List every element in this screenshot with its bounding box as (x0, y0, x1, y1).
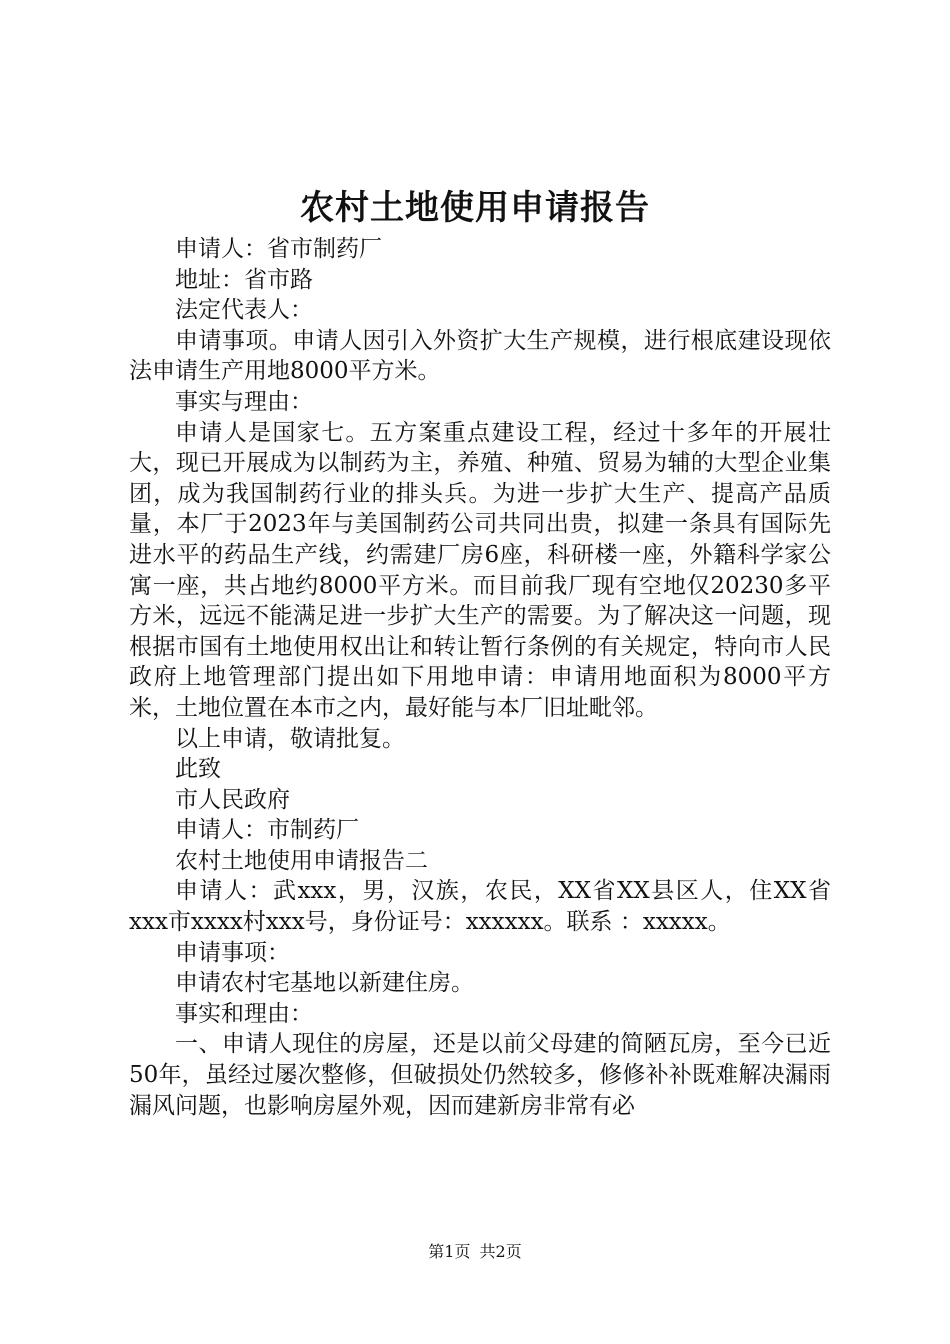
paragraph: 地址：省市路 (175, 266, 313, 293)
page-number: 第1页 (428, 1242, 471, 1261)
document-body (129, 234, 831, 1121)
paragraph: 申请人是国家七。五方案重点建设工程，经过十多年的开展壮大，现已开展成为以制药为主，养殖、种殖、贸易为辅的大型企业集团，成为我国制药行业的排头兵。为进一步扩大生产、提高产品质量，本厂于2023年与美国制药公司共同出贵，拟建一条具有国际先进水平的药品生产线，约需建厂房6座，科研楼一座，外籍科学家公寓一座，共占地约8000平方米。而目前我厂现有空地仅20230多平方米，远远不能满足进一步扩大生产的需要。为了解决这一问题，现根据市国有土地使用权出让和转让暂行条例的有关规定，特向市人民政府上地管理部门提出如下用地申请：申请用地面积为8000平方米，土地位置在本市之内，最好能与本厂旧址毗邻。 (129, 419, 831, 721)
page-total: 共2页 (479, 1242, 522, 1261)
paragraph: 申请农村宅基地以新建住房。 (175, 970, 474, 997)
paragraph: 申请事项： (175, 939, 290, 966)
paragraph: 农村土地使用申请报告二 (175, 847, 428, 874)
paragraph: 事实和理由： (175, 1000, 313, 1027)
paragraph: 事实与理由： (175, 388, 313, 415)
paragraph: 以上申请，敬请批复。 (175, 725, 405, 752)
paragraph: 申请事项。申请人因引入外资扩大生产规模，进行根底建设现依法申请生产用地8000平方米。 (129, 327, 831, 385)
paragraph: 此致 (175, 756, 221, 783)
paragraph: 申请人：市制药厂 (175, 817, 359, 844)
paragraph: 申请人：省市制药厂 (175, 236, 382, 262)
page-footer (0, 1240, 950, 1264)
paragraph: 申请人：武xxx，男，汉族，农民，XX省XX县区人，住XX省xxx市xxxx村xxx号，身份证号：xxxxxx。联系 ：xxxxx。 (129, 878, 831, 936)
paragraph: 法定代表人： (175, 297, 313, 324)
paragraph: 市人民政府 (175, 786, 290, 813)
document-title: 农村土地使用申请报告 (300, 188, 650, 228)
paragraph: 一、申请人现住的房屋，还是以前父母建的简陋瓦房，至今已近50年，虽经过屡次整修，但破损处仍然较多，修修补补既难解决漏雨漏风问题，也影响房屋外观，因而建新房非常有必 (129, 1031, 831, 1119)
